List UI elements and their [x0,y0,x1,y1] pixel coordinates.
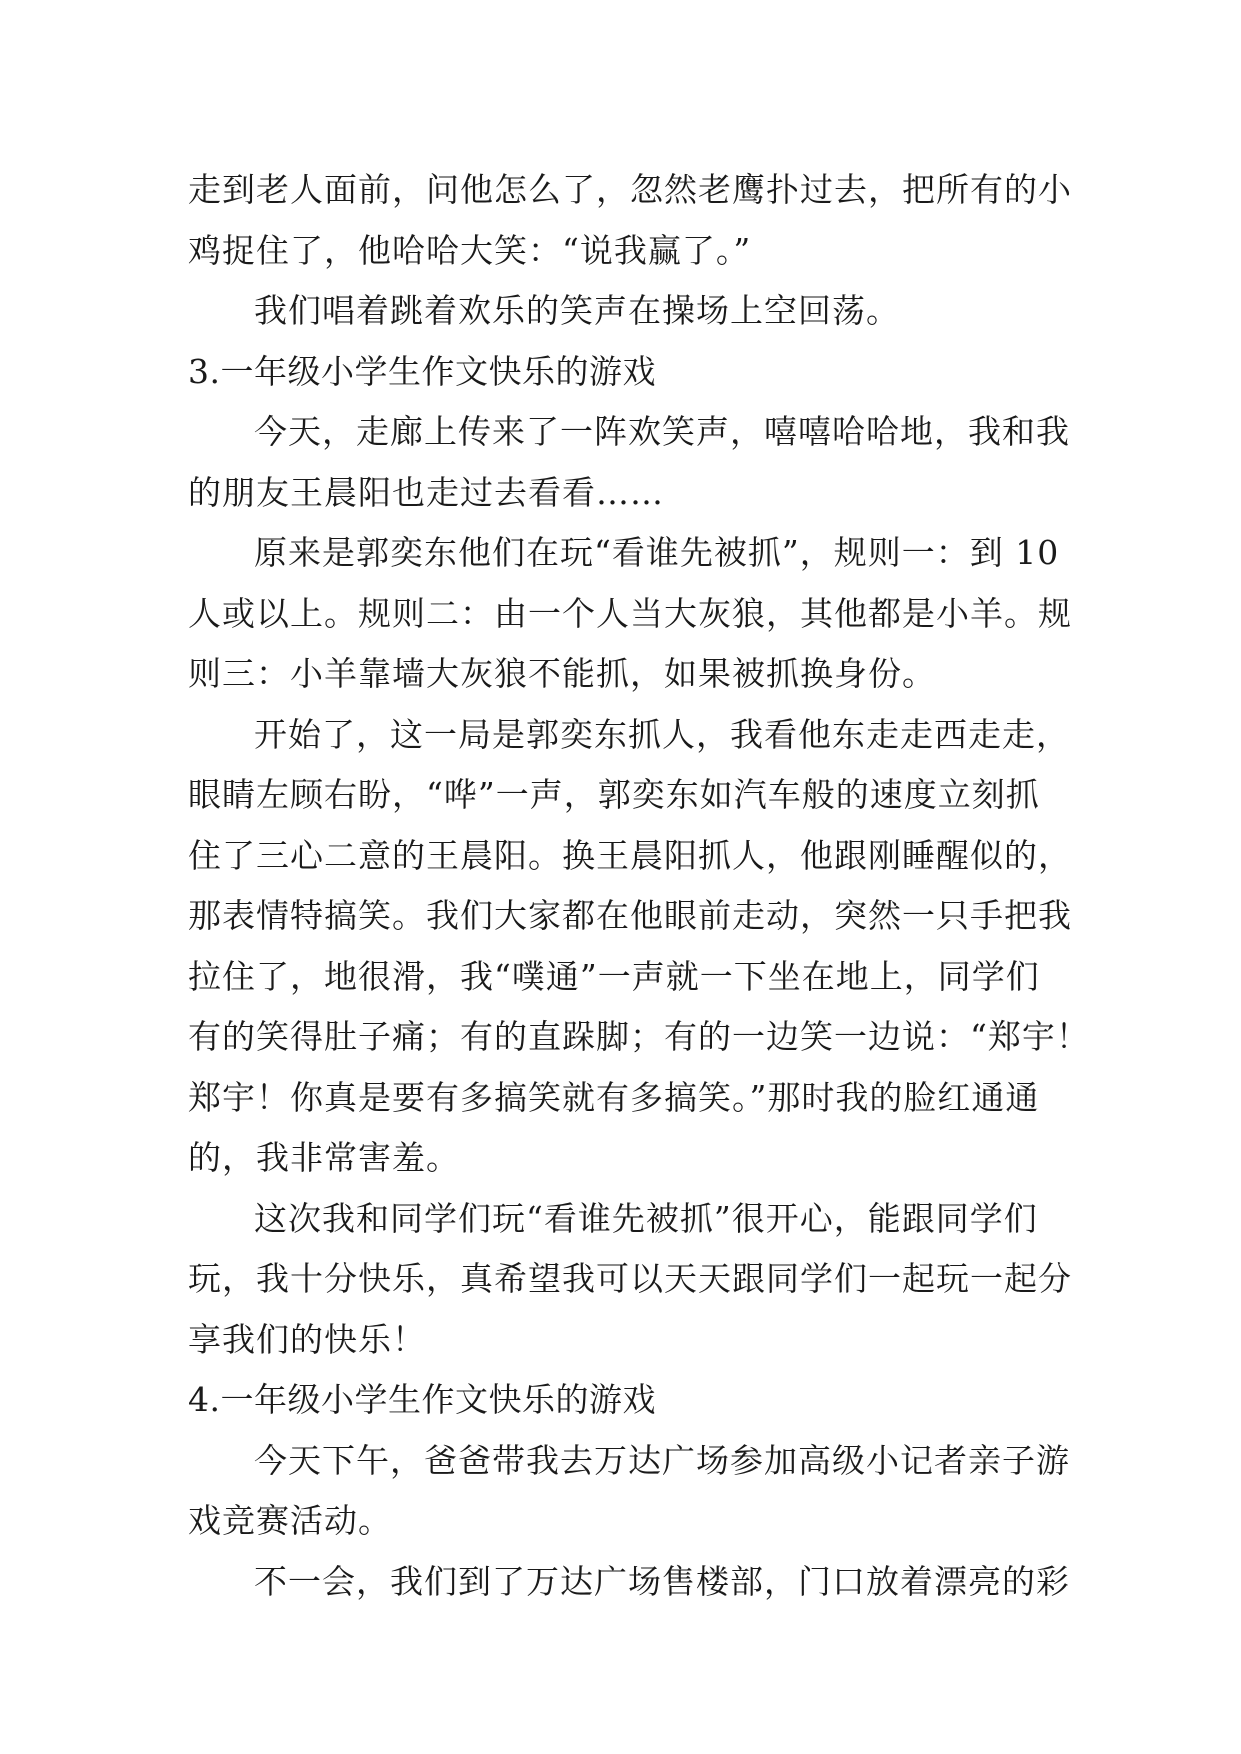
paragraph-line: 鸡捉住了，他哈哈大笑：“说我赢了。” [188,230,752,270]
paragraph-line: 享我们的快乐！ [188,1319,426,1359]
paragraph-line: 有的笑得肚子痛；有的直跺脚；有的一边笑一边说：“郑宇！ [188,1017,1090,1056]
paragraph-line: 的朋友王晨阳也走过去看看…… [188,472,664,512]
paragraph-line: 开始了，这一局是郭奕东抓人，我看他东走走西走走， [254,714,1070,754]
paragraph-line: 不一会，我们到了万达广场售楼部，门口放着漂亮的彩 [254,1561,1070,1601]
paragraph-line: 今天，走廊上传来了一阵欢笑声，嘻嘻哈哈地，我和我 [254,412,1070,451]
paragraph-line: 拉住了，地很滑，我“噗通”一声就一下坐在地上，同学们 [188,956,1040,996]
paragraph-line: 这次我和同学们玩“看谁先被抓”很开心，能跟同学们 [254,1198,1038,1238]
paragraph-line: 住了三心二意的王晨阳。换王晨阳抓人，他跟刚睡醒似的， [188,835,1072,875]
paragraph-line: 我们唱着跳着欢乐的笑声在操场上空回荡。 [254,291,900,330]
paragraph-line: 那表情特搞笑。我们大家都在他眼前走动，突然一只手把我 [188,896,1072,935]
paragraph-line: 人或以上。规则二：由一个人当大灰狼，其他都是小羊。规 [188,593,1072,633]
section-heading: 3.一年级小学生作文快乐的游戏 [188,351,656,391]
paragraph-line: 眼睛左顾右盼，“哗”一声，郭奕东如汽车般的速度立刻抓 [188,775,1040,814]
paragraph-line: 的，我非常害羞。 [188,1138,460,1177]
paragraph-line: 原来是郭奕东他们在玩“看谁先被抓”，规则一：到 10 [254,533,1060,572]
paragraph-line: 今天下午，爸爸带我去万达广场参加高级小记者亲子游 [254,1440,1070,1480]
paragraph-line: 郑宇！你真是要有多搞笑就有多搞笑。”那时我的脸红通通 [188,1077,1040,1117]
paragraph-line: 走到老人面前，问他怎么了，忽然老鹰扑过去，把所有的小 [188,170,1072,209]
paragraph-line: 则三：小羊靠墙大灰狼不能抓，如果被抓换身份。 [188,654,936,693]
paragraph-line: 玩，我十分快乐，真希望我可以天天跟同学们一起玩一起分 [188,1259,1072,1298]
paragraph-line: 戏竞赛活动。 [188,1501,392,1540]
section-heading: 4.一年级小学生作文快乐的游戏 [188,1380,656,1419]
document-page [188,160,1090,1612]
